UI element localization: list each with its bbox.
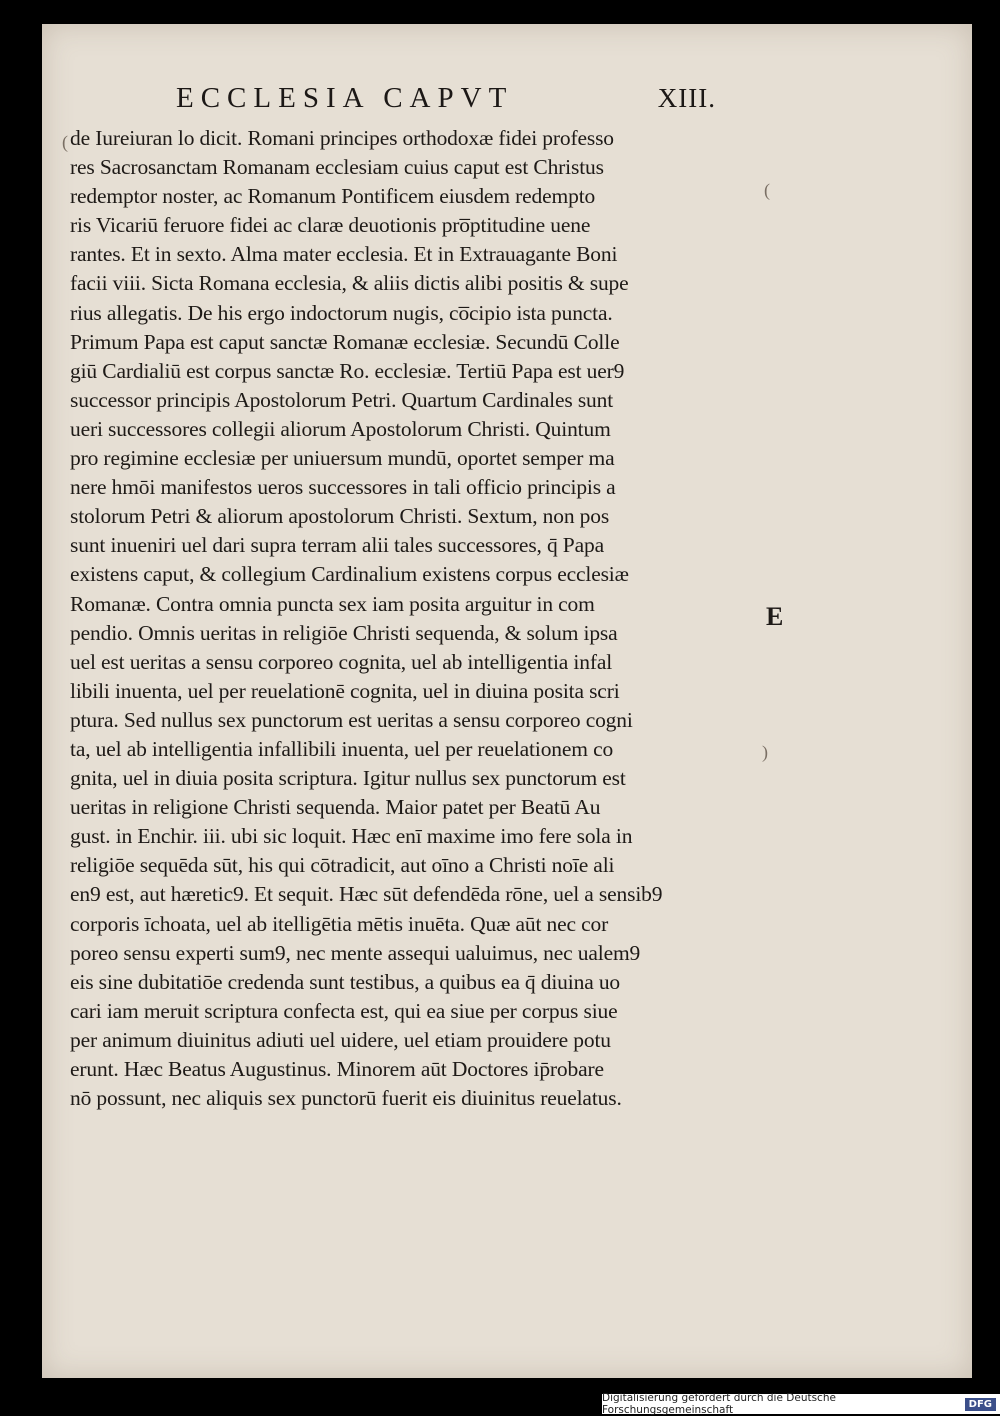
text-line: Primum Papa est caput sanctæ Romanæ ecclesiæ. Secundū Colle [70,329,620,354]
folio-number: XIII. [657,83,716,113]
text-line: uel est ueritas a sensu corporeo cognita, uel ab intelligentia infal [70,649,613,674]
text-line: ris Vicariū feruore fidei ac claræ deuotionis pro̅ptitudine uene [70,213,591,238]
text-line: existens caput, & collegium Cardinalium existens corpus ecclesiæ [70,562,629,587]
text-line: eis sine dubitatiōe credenda sunt testibus, a quibus ea q̄ diuina uo [70,969,621,994]
text-line: libili inuenta, uel per reuelationē cognita, uel in diuina posita scri [70,678,620,703]
text-line: pro regimine ecclesiæ per uniuersum mundū, oportet semper ma [70,446,615,471]
text-line: giū Cardialiū est corpus sanctæ Ro. ecclesiæ. Tertiū Papa est uer9 [70,358,625,383]
text-line: redemptor noster, ac Romanum Pontificem eiusdem redempto [70,184,596,209]
text-line: corporis īchoata, uel ab itelligētia mētis inuēta. Quæ aūt nec cor [70,911,609,936]
digitization-footer [602,1394,1000,1414]
text-line: per animum diuinitus adiuti uel uidere, uel etiam prouidere potu [70,1027,611,1052]
margin-bracket-mark: ( [764,180,770,200]
margin-bracket-mark: ( [62,132,68,152]
text-line: Romanæ. Contra omnia puncta sex iam posita arguitur in com [70,591,595,616]
text-line: nō possunt, nec aliquis sex punctorū fuerit eis diuinitus reuelatus. [70,1086,622,1111]
text-line: erunt. Hæc Beatus Augustinus. Minorem aūt Doctores ip̄robare [70,1057,604,1081]
running-head-title: ECCLESIA CAPVT [176,82,514,114]
running-head [176,82,716,115]
margin-bracket-mark: ) [762,742,768,762]
text-line: sunt inueniri uel dari supra terram alii tales successores, q̄ Papa [70,533,605,558]
dfg-logo-icon: DFG [965,1398,996,1411]
text-line: ta, uel ab intelligentia infallibili inuenta, uel per reuelationem co [70,736,614,761]
text-line: stolorum Petri & aliorum apostolorum Christi. Sextum, non pos [70,504,610,529]
text-line: gust. in Enchir. iii. ubi sic loquit. Hæc enī maxime imo fere sola in [70,824,633,849]
body-text [70,124,770,1113]
text-line: facii viii. Sicta Romana ecclesia, & aliis dictis alibi positis & supe [70,271,629,296]
text-line: gnita, uel in diuia posita scriptura. Igitur nullus sex punctorum est [70,766,626,791]
margin-section-letter: E [766,602,784,631]
footer-credit-text: Digitalisierung gefördert durch die Deutsche Forschungsgemeinschaft [602,1392,836,1416]
text-line: rius allegatis. De his ergo indoctorum nugis, co̅cipio ista puncta. [70,300,613,325]
text-line: ueritas in religione Christi sequenda. Maior patet per Beatū Au [70,795,601,820]
text-line: res Sacrosanctam Romanam ecclesiam cuius caput est Christus [70,155,604,180]
text-line: religiōe sequēda sūt, his qui cōtradicit, aut oīno a Christi noīe ali [70,853,615,878]
text-line: pendio. Omnis ueritas in religiōe Christi sequenda, & solum ipsa [70,620,618,645]
text-line: en9 est, aut hæretic9. Et sequit. Hæc sūt defendēda rōne, uel a sensib9 [70,882,663,907]
text-line: poreo sensu experti sum9, nec mente assequi ualuimus, nec ualem9 [70,940,641,965]
text-line: successor principis Apostolorum Petri. Quartum Cardinales sunt [70,387,614,412]
text-line: cari iam meruit scriptura confecta est, qui ea siue per corpus siue [70,998,618,1023]
text-line: ueri successores collegii aliorum Apostolorum Christi. Quintum [70,416,611,441]
text-line: de Iureiuran lo dicit. Romani principes orthodoxæ fidei professo [70,126,614,150]
text-line: nere hmōi manifestos ueros successores in tali officio principis a [70,475,616,500]
text-line: rantes. Et in sexto. Alma mater ecclesia. Et in Extrauagante Boni [70,242,618,267]
text-line: ptura. Sed nullus sex punctorum est ueritas a sensu corporeo cogni [70,707,633,732]
